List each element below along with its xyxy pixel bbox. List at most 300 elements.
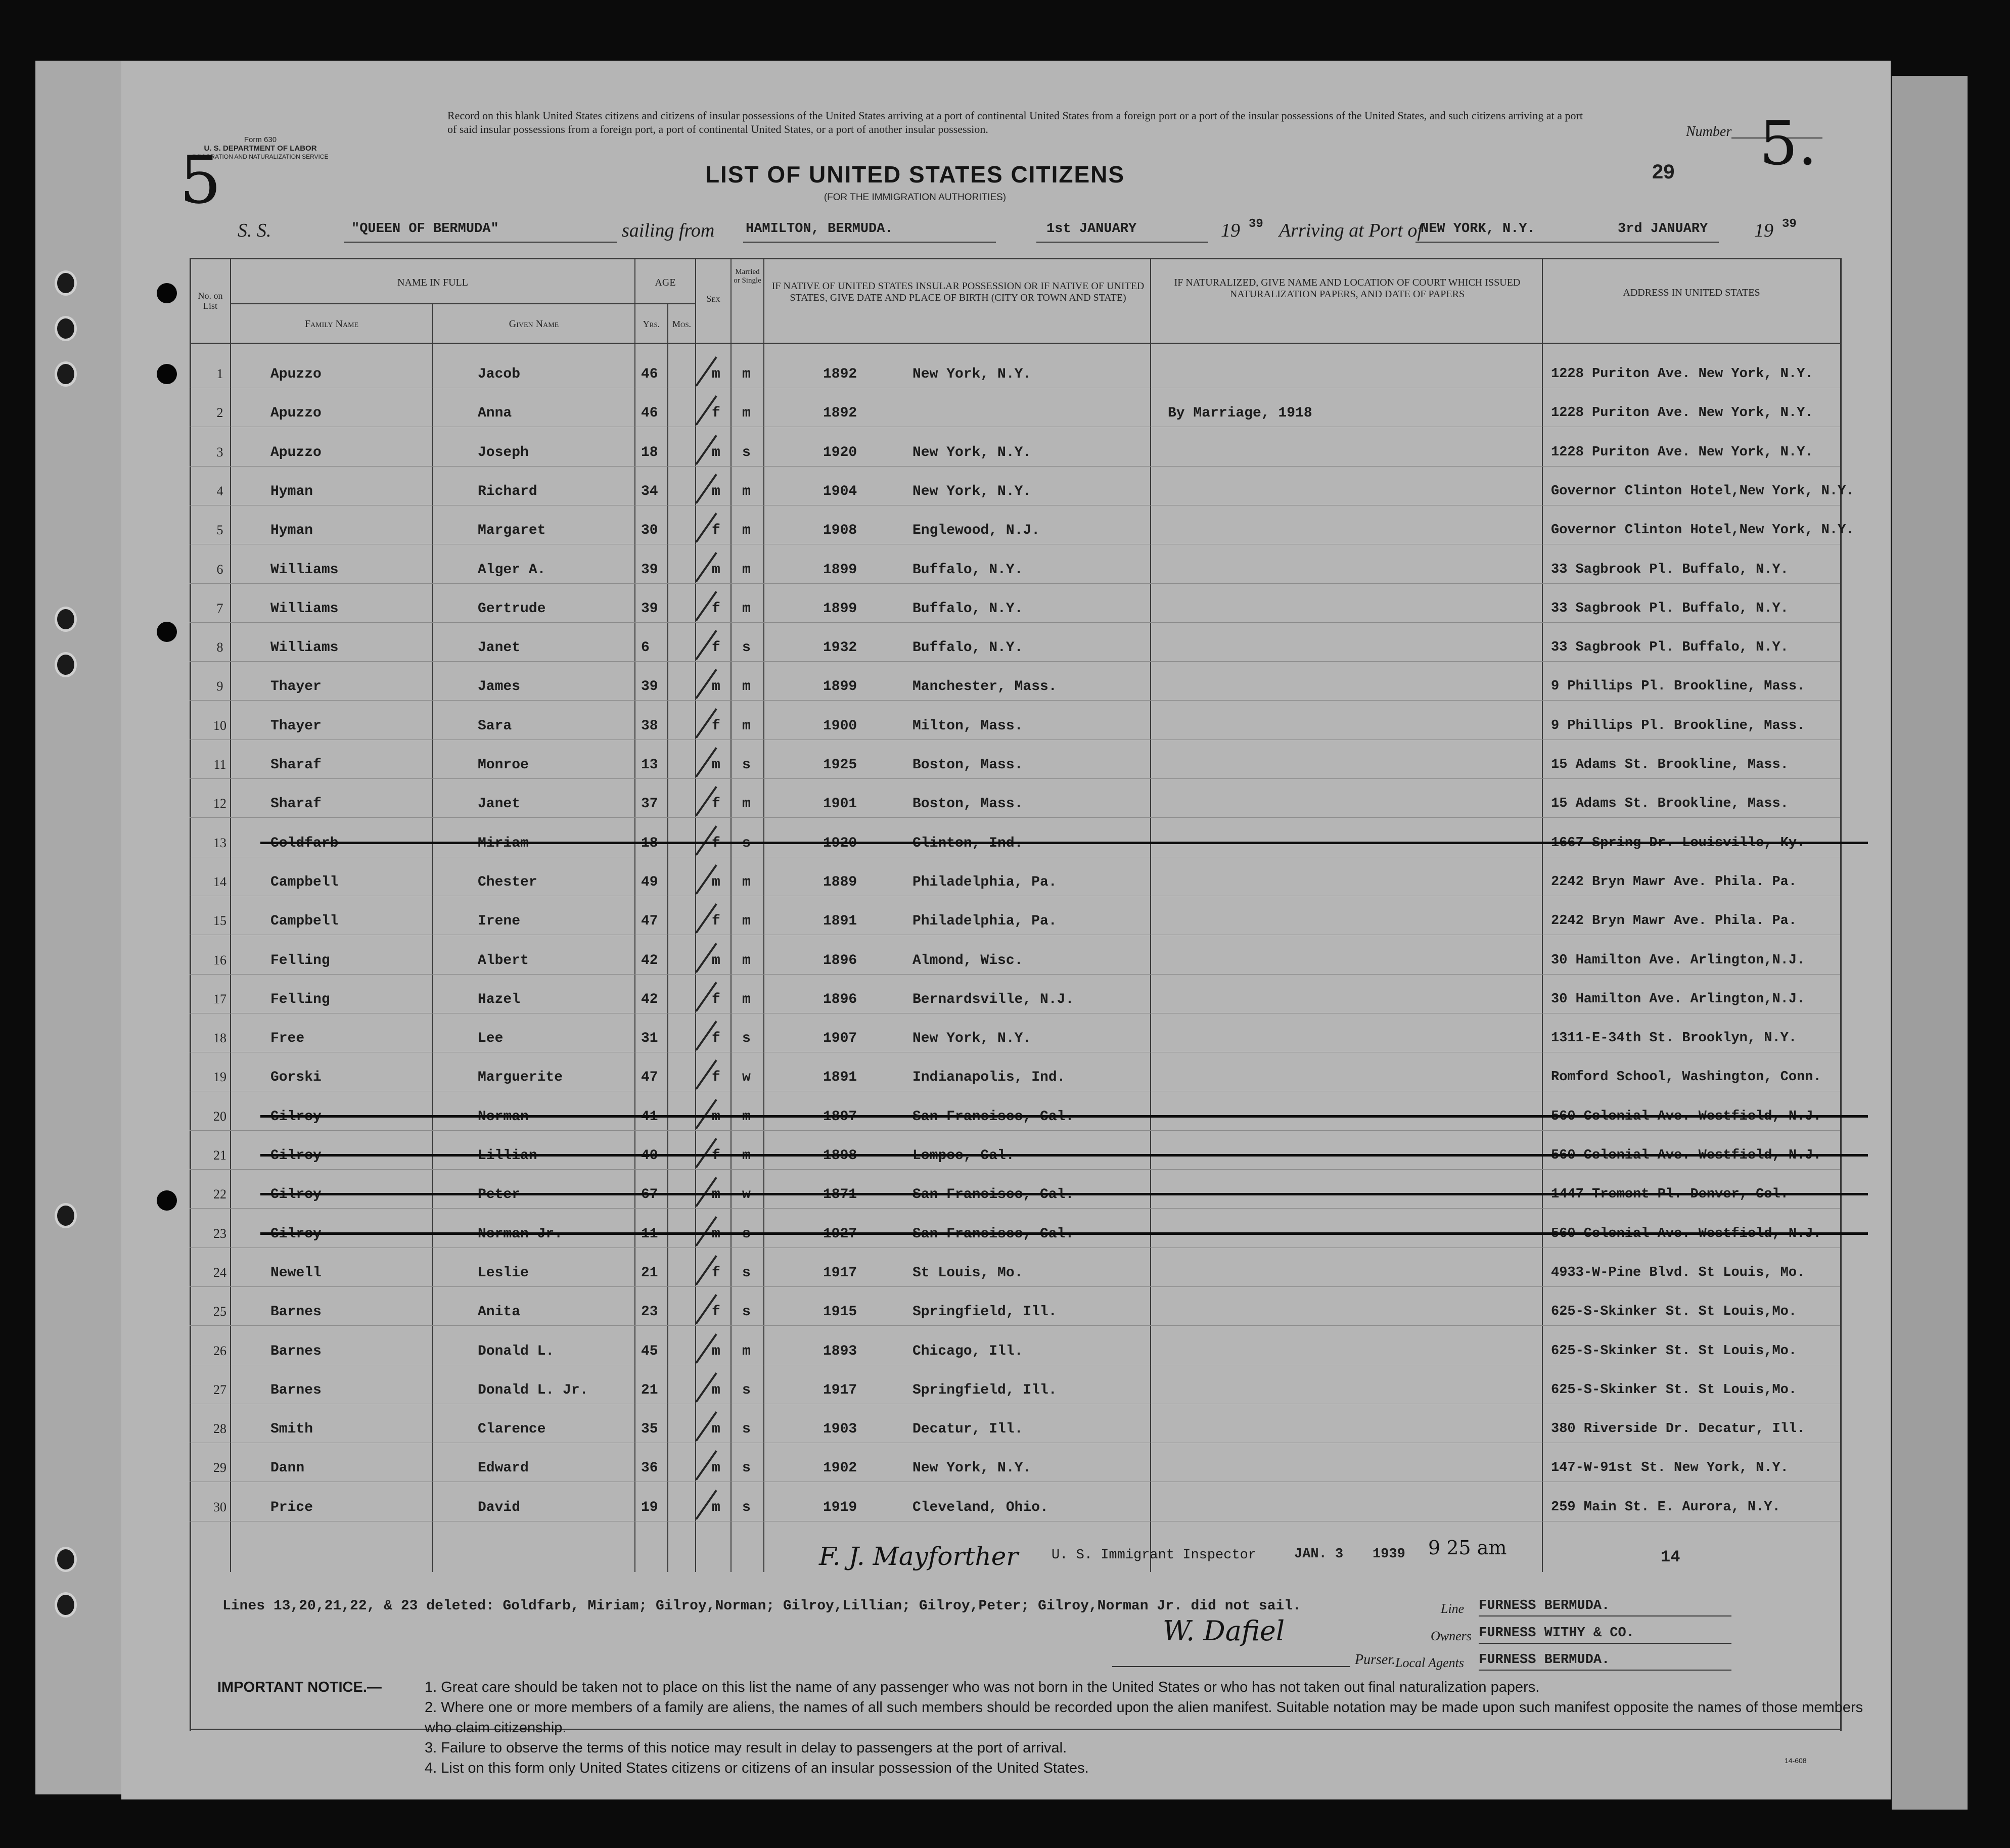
given-name: Clarence — [478, 1421, 546, 1437]
marital-status: m — [742, 1344, 751, 1359]
birth-place: Buffalo, N.Y. — [912, 601, 1023, 617]
birth-year: 1892 — [823, 405, 857, 421]
given-name: Richard — [478, 484, 537, 499]
family-name: Barnes — [270, 1304, 322, 1320]
line-value: FURNESS BERMUDA. — [1479, 1598, 1610, 1613]
intro-text: Record on this blank United States citizens and citizens of insular possessions of the United States arriving at a port of continental United States from a foreign port or a port of the insular possessions of the United States, and such citizens arriving at a port of said insular possessions from a foreign port, a port of continental United States, or a port of another insular possession. — [447, 109, 1583, 135]
age-years: 36 — [641, 1460, 658, 1476]
given-name: Irene — [478, 913, 521, 929]
family-name: Apuzzo — [270, 366, 322, 382]
age-years: 18 — [641, 445, 658, 460]
us-address: 9 Phillips Pl. Brookline, Mass. — [1551, 679, 1805, 694]
inspection-year: 1939 — [1373, 1547, 1405, 1562]
given-name: James — [478, 679, 521, 695]
sex: m — [712, 445, 720, 460]
birth-place: New York, N.Y. — [912, 445, 1032, 460]
row-number: 24 — [213, 1265, 226, 1280]
sex: m — [712, 1382, 720, 1398]
age-years: 31 — [641, 1031, 658, 1046]
row-number: 1 — [216, 366, 223, 381]
family-name: Barnes — [270, 1382, 322, 1398]
age-years: 46 — [641, 405, 658, 421]
age-years: 13 — [641, 757, 658, 773]
marital-status: m — [742, 913, 751, 929]
us-address: 15 Adams St. Brookline, Mass. — [1551, 757, 1789, 772]
form-code: 14-608 — [1785, 1757, 1807, 1765]
age-years: 47 — [641, 1070, 658, 1085]
birth-year: 1899 — [823, 601, 857, 617]
sex: f — [712, 796, 720, 812]
birth-place: Indianapolis, Ind. — [912, 1070, 1066, 1085]
notice-2: 2. Where one or more members of a family are aliens, the names of all such members should be recorded upon the alien manifest. Suitable notation may be made upon such manifest opposite the names of those members who claim citizenship. — [425, 1699, 1863, 1736]
birth-place: Philadelphia, Pa. — [912, 913, 1057, 929]
birth-place: Englewood, N.J. — [912, 523, 1040, 538]
birth-place: New York, N.Y. — [912, 366, 1032, 382]
us-address: 625-S-Skinker St. St Louis,Mo. — [1551, 1304, 1797, 1319]
table-header-border — [190, 343, 1840, 344]
number-handwritten: 5. — [1759, 109, 1817, 179]
row-divider — [190, 1286, 1840, 1287]
strike-through — [260, 1193, 1868, 1195]
birth-place: New York, N.Y. — [912, 1031, 1032, 1046]
given-name: Lee — [478, 1031, 504, 1046]
given-name: Donald L. Jr. — [478, 1382, 588, 1398]
marital-status: s — [742, 1265, 751, 1281]
sex: f — [712, 523, 720, 538]
marital-status: m — [742, 953, 751, 968]
marital-status: s — [742, 640, 751, 656]
us-address: 380 Riverside Dr. Decatur, Ill. — [1551, 1421, 1805, 1437]
strike-through — [260, 1115, 1868, 1118]
arrival-port: NEW YORK, N.Y. — [1421, 221, 1535, 237]
birth-year: 1891 — [823, 913, 857, 929]
given-name: Monroe — [478, 757, 529, 773]
col-header-given: Given Name — [509, 318, 559, 330]
row-divider — [190, 817, 1840, 818]
birth-place: Boston, Mass. — [912, 796, 1023, 812]
sex: f — [712, 1070, 720, 1085]
number-label: Number — [1686, 124, 1732, 140]
col-header-name: NAME IN FULL — [397, 277, 468, 288]
sex: f — [712, 640, 720, 656]
family-name: Felling — [270, 992, 330, 1007]
us-address: 30 Hamilton Ave. Arlington,N.J. — [1551, 953, 1805, 968]
birth-year: 1932 — [823, 640, 857, 656]
marital-status: m — [742, 601, 751, 617]
inspector-signature: F. J. Mayforther — [819, 1542, 1019, 1571]
us-address: 147-W-91st St. New York, N.Y. — [1551, 1460, 1789, 1475]
row-divider — [190, 974, 1840, 975]
family-name: Campbell — [270, 874, 339, 890]
marital-status: m — [742, 484, 751, 499]
age-years: 45 — [641, 1344, 658, 1359]
given-name: Janet — [478, 796, 521, 812]
birth-place: Almond, Wisc. — [912, 953, 1023, 968]
marital-status: s — [742, 757, 751, 773]
col-header-mos: Mos. — [672, 319, 692, 329]
given-name: Marguerite — [478, 1070, 563, 1085]
col-header-yrs: Yrs. — [643, 319, 660, 329]
marital-status: m — [742, 679, 751, 695]
family-name: Hyman — [270, 484, 313, 499]
us-address: 1311-E-34th St. Brooklyn, N.Y. — [1551, 1031, 1797, 1046]
row-divider — [190, 1325, 1840, 1326]
punch-hole — [55, 361, 77, 387]
family-name: Price — [270, 1500, 313, 1515]
line-label: Line — [1441, 1601, 1465, 1616]
number-typed: 29 — [1652, 161, 1675, 183]
sex: m — [712, 1344, 720, 1359]
us-address: 15 Adams St. Brookline, Mass. — [1551, 796, 1789, 811]
row-number: 10 — [213, 718, 226, 733]
family-name: Apuzzo — [270, 445, 322, 460]
us-address: 30 Hamilton Ave. Arlington,N.J. — [1551, 992, 1805, 1007]
row-number: 27 — [213, 1382, 226, 1397]
birth-place: St Louis, Mo. — [912, 1265, 1023, 1281]
notice-title: IMPORTANT NOTICE.— — [217, 1679, 382, 1695]
punch-hole — [55, 607, 77, 632]
us-address: Governor Clinton Hotel,New York, N.Y. — [1551, 484, 1854, 499]
year-prefix: 19 — [1754, 220, 1773, 241]
marital-status: m — [742, 562, 751, 578]
sex: m — [712, 1421, 720, 1437]
voyage-line — [238, 217, 1855, 248]
birth-year: 1920 — [823, 445, 857, 460]
col-header-naturalized: IF NATURALIZED, GIVE NAME AND LOCATION OF COURT WHICH ISSUED NATURALIZATION PAPERS, AND DATE OF PAPERS — [1174, 277, 1521, 300]
sail-year-suffix: 39 — [1249, 217, 1263, 231]
agents-value: FURNESS BERMUDA. — [1479, 1652, 1610, 1668]
sex: f — [712, 1031, 720, 1046]
row-number: 13 — [213, 836, 226, 850]
strike-through — [260, 1154, 1868, 1157]
us-address: 259 Main St. E. Aurora, N.Y. — [1551, 1500, 1780, 1515]
us-address: Romford School, Washington, Conn. — [1551, 1070, 1821, 1085]
us-address: 2242 Bryn Mawr Ave. Phila. Pa. — [1551, 874, 1797, 890]
purser-label: Purser. — [1355, 1652, 1396, 1668]
us-address: 1228 Puriton Ave. New York, N.Y. — [1551, 366, 1813, 382]
birth-year: 1899 — [823, 562, 857, 578]
birth-year: 1902 — [823, 1460, 857, 1476]
sex: m — [712, 1500, 720, 1515]
birth-place: Buffalo, N.Y. — [912, 640, 1023, 656]
marital-status: s — [742, 1382, 751, 1398]
sailing-from: HAMILTON, BERMUDA. — [746, 221, 893, 237]
given-name: Sara — [478, 718, 512, 734]
strike-through — [260, 1232, 1868, 1235]
page-mark-handwritten: 5 — [179, 142, 221, 218]
sex: m — [712, 757, 720, 773]
punch-hole — [55, 1547, 77, 1572]
age-years: 19 — [641, 1500, 658, 1515]
deleted-lines-note: Lines 13,20,21,22, & 23 deleted: Goldfarb, Miriam; Gilroy,Norman; Gilroy,Lillian; Gilroy,Peter; Gilroy,Norman Jr. did not sail. — [222, 1598, 1301, 1614]
sex: m — [712, 1460, 720, 1476]
family-name: Campbell — [270, 913, 339, 929]
row-number: 21 — [213, 1148, 226, 1163]
row-divider — [190, 583, 1840, 584]
sex: f — [712, 992, 720, 1007]
ss-label: S. S. — [238, 220, 271, 241]
family-name: Sharaf — [270, 796, 322, 812]
col-header-sex: Sex — [706, 294, 720, 304]
birth-year: 1925 — [823, 757, 857, 773]
row-number: 14 — [213, 874, 226, 889]
birth-year: 1917 — [823, 1382, 857, 1398]
form-number: Form 630 — [244, 135, 277, 144]
birth-year: 1919 — [823, 1500, 857, 1515]
row-number: 7 — [216, 601, 223, 616]
sex: f — [712, 1304, 720, 1320]
given-name: Alger A. — [478, 562, 546, 578]
marital-status: m — [742, 796, 751, 812]
row-divider — [190, 1130, 1840, 1131]
age-years: 49 — [641, 874, 658, 890]
row-divider — [190, 1169, 1840, 1170]
punch-hole — [157, 283, 177, 303]
page-subtitle: (FOR THE IMMIGRATION AUTHORITIES) — [824, 192, 1007, 203]
marital-status: m — [742, 405, 751, 421]
row-number: 12 — [213, 796, 226, 811]
birth-year: 1915 — [823, 1304, 857, 1320]
us-address: 9 Phillips Pl. Brookline, Mass. — [1551, 718, 1805, 733]
sail-date: 1st JANUARY — [1046, 221, 1137, 237]
family-name: Williams — [270, 640, 339, 656]
age-years: 6 — [641, 640, 650, 656]
marital-status: w — [742, 1070, 751, 1085]
given-name: Leslie — [478, 1265, 529, 1281]
row-number: 30 — [213, 1500, 226, 1514]
age-years: 46 — [641, 366, 658, 382]
birth-place: Bernardsville, N.J. — [912, 992, 1074, 1007]
notice-3: 3. Failure to observe the terms of this notice may result in delay to passengers at the port of arrival. — [425, 1740, 1067, 1756]
col-header-address: ADDRESS IN UNITED STATES — [1623, 287, 1760, 298]
birth-place: Buffalo, N.Y. — [912, 562, 1023, 578]
row-number: 28 — [213, 1421, 226, 1436]
col-header-no: No. on List — [198, 291, 223, 311]
sex: m — [712, 484, 720, 499]
family-name: Williams — [270, 601, 339, 617]
row-number: 9 — [216, 679, 223, 694]
owners-value: FURNESS WITHY & CO. — [1479, 1626, 1634, 1641]
notice-title-text: IMPORTANT NOTICE. — [217, 1679, 367, 1695]
sex: f — [712, 601, 720, 617]
birth-year: 1896 — [823, 992, 857, 1007]
notice-4: 4. List on this form only United States citizens or citizens of an insular possession of the United States. — [425, 1760, 1089, 1776]
family-name: Newell — [270, 1265, 322, 1281]
owners-label: Owners — [1431, 1629, 1472, 1643]
punch-hole — [157, 622, 177, 642]
given-name: Margaret — [478, 523, 546, 538]
birth-place: New York, N.Y. — [912, 1460, 1032, 1476]
family-name: Thayer — [270, 718, 322, 734]
birth-year: 1900 — [823, 718, 857, 734]
family-name: Williams — [270, 562, 339, 578]
arriving-label: Arriving at Port of — [1279, 220, 1423, 241]
strike-through — [260, 842, 1868, 844]
table-top-border — [190, 258, 1840, 259]
birth-place: Boston, Mass. — [912, 757, 1023, 773]
col-header-birth: IF NATIVE OF UNITED STATES INSULAR POSSESSION OR IF NATIVE OF UNITED STATES, GIVE DATE AND PLACE OF BIRTH (CITY OR TOWN AND STATE) — [771, 281, 1145, 303]
row-number: 16 — [213, 953, 226, 967]
age-years: 42 — [641, 992, 658, 1007]
age-years: 30 — [641, 523, 658, 538]
age-years: 37 — [641, 796, 658, 812]
page-title: LIST OF UNITED STATES CITIZENS — [705, 161, 1125, 188]
family-name: Apuzzo — [270, 405, 322, 421]
birth-year: 1893 — [823, 1344, 857, 1359]
row-number: 25 — [213, 1304, 226, 1319]
sex: f — [712, 718, 720, 734]
marital-status: s — [742, 1421, 751, 1437]
age-years: 47 — [641, 913, 658, 929]
given-name: Edward — [478, 1460, 529, 1476]
given-name: David — [478, 1500, 521, 1515]
row-divider — [190, 1208, 1840, 1209]
sex: f — [712, 1265, 720, 1281]
punch-hole — [157, 364, 177, 384]
birth-year: 1907 — [823, 1031, 857, 1046]
row-number: 19 — [213, 1070, 226, 1084]
service-name: IMMIGRATION AND NATURALIZATION SERVICE — [192, 153, 329, 160]
sex: f — [712, 405, 720, 421]
row-divider — [190, 466, 1840, 467]
us-address: 1228 Puriton Ave. New York, N.Y. — [1551, 405, 1813, 421]
us-address: 625-S-Skinker St. St Louis,Mo. — [1551, 1344, 1797, 1359]
marital-status: m — [742, 718, 751, 734]
age-years: 39 — [641, 601, 658, 617]
us-address: 1228 Puriton Ave. New York, N.Y. — [1551, 445, 1813, 460]
us-address: 33 Sagbrook Pl. Buffalo, N.Y. — [1551, 601, 1789, 616]
given-name: Chester — [478, 874, 537, 890]
us-address: 33 Sagbrook Pl. Buffalo, N.Y. — [1551, 562, 1789, 577]
birth-year: 1917 — [823, 1265, 857, 1281]
row-number: 29 — [213, 1460, 226, 1475]
row-number: 8 — [216, 640, 223, 655]
given-name: Janet — [478, 640, 521, 656]
family-name: Hyman — [270, 523, 313, 538]
sex: f — [712, 913, 720, 929]
marital-status: s — [742, 445, 751, 460]
family-name: Smith — [270, 1421, 313, 1437]
birth-year: 1901 — [823, 796, 857, 812]
birth-place: Chicago, Ill. — [912, 1344, 1023, 1359]
birth-place: Springfield, Ill. — [912, 1382, 1057, 1398]
birth-year: 1904 — [823, 484, 857, 499]
us-address: Governor Clinton Hotel,New York, N.Y. — [1551, 523, 1854, 538]
marital-status: s — [742, 1304, 751, 1320]
page-edge-right — [1892, 76, 1968, 1810]
ship-name: "QUEEN OF BERMUDA" — [351, 221, 499, 237]
family-name: Felling — [270, 953, 330, 968]
row-number: 15 — [213, 913, 226, 928]
age-years: 21 — [641, 1265, 658, 1281]
given-name: Joseph — [478, 445, 529, 460]
row-divider — [190, 622, 1840, 623]
row-number: 26 — [213, 1344, 226, 1358]
age-years: 34 — [641, 484, 658, 499]
family-name: Thayer — [270, 679, 322, 695]
given-name: Anita — [478, 1304, 521, 1320]
us-address: 33 Sagbrook Pl. Buffalo, N.Y. — [1551, 640, 1789, 655]
row-number: 18 — [213, 1031, 226, 1045]
page-edge-left — [35, 61, 121, 1794]
birth-place: Manchester, Mass. — [912, 679, 1057, 695]
year-prefix: 19 — [1221, 220, 1240, 241]
sailing-label: sailing from — [622, 220, 715, 241]
notice-1: 1. Great care should be taken not to place on this list the name of any passenger who was not born in the United States or who has not taken out final naturalization papers. — [425, 1679, 1540, 1695]
marital-status: s — [742, 1500, 751, 1515]
col-header-married: Married or Single — [734, 268, 761, 285]
row-number: 2 — [216, 405, 223, 420]
inspector-label: U. S. Immigrant Inspector — [1052, 1548, 1257, 1563]
sex: m — [712, 562, 720, 578]
age-years: 39 — [641, 562, 658, 578]
naturalization: By Marriage, 1918 — [1168, 405, 1312, 421]
birth-year: 1891 — [823, 1070, 857, 1085]
family-name: Gorski — [270, 1070, 322, 1085]
marital-status: s — [742, 1031, 751, 1046]
family-name: Free — [270, 1031, 305, 1046]
us-address: 2242 Bryn Mawr Ave. Phila. Pa. — [1551, 913, 1797, 929]
punch-hole — [55, 316, 77, 341]
family-name: Barnes — [270, 1344, 322, 1359]
marital-status: m — [742, 874, 751, 890]
arrival-date: 3rd JANUARY — [1618, 221, 1708, 237]
marital-status: m — [742, 992, 751, 1007]
birth-place: Philadelphia, Pa. — [912, 874, 1057, 890]
col-header-family: Family Name — [304, 318, 359, 330]
sex: m — [712, 953, 720, 968]
row-number: 6 — [216, 562, 223, 577]
birth-place: Cleveland, Ohio. — [912, 1500, 1048, 1515]
family-name: Dann — [270, 1460, 305, 1476]
row-number: 3 — [216, 445, 223, 459]
birth-place: Milton, Mass. — [912, 718, 1023, 734]
marital-status: s — [742, 1460, 751, 1476]
birth-place: Springfield, Ill. — [912, 1304, 1057, 1320]
row-number: 5 — [216, 523, 223, 537]
age-years: 42 — [641, 953, 658, 968]
given-name: Hazel — [478, 992, 521, 1007]
birth-year: 1908 — [823, 523, 857, 538]
given-name: Donald L. — [478, 1344, 555, 1359]
row-divider — [190, 661, 1840, 662]
given-name: Jacob — [478, 366, 521, 382]
birth-year: 1903 — [823, 1421, 857, 1437]
punch-hole — [157, 1190, 177, 1211]
punch-hole — [55, 652, 77, 677]
row-number: 17 — [213, 992, 226, 1006]
col-header-age: AGE — [655, 277, 676, 288]
us-address: 4933-W-Pine Blvd. St Louis, Mo. — [1551, 1265, 1805, 1280]
birth-year: 1889 — [823, 874, 857, 890]
marital-status: m — [742, 366, 751, 382]
marital-status: m — [742, 523, 751, 538]
agents-label: Local Agents — [1395, 1655, 1465, 1670]
given-name: Anna — [478, 405, 512, 421]
row-number: 11 — [213, 757, 226, 772]
row-divider — [190, 700, 1840, 701]
age-years: 23 — [641, 1304, 658, 1320]
row-number: 22 — [213, 1187, 226, 1202]
sex: m — [712, 366, 720, 382]
row-number: 23 — [213, 1226, 226, 1241]
us-address: 625-S-Skinker St. St Louis,Mo. — [1551, 1382, 1797, 1398]
sex: m — [712, 874, 720, 890]
inspection-time: 9 25 am — [1428, 1537, 1507, 1559]
age-years: 38 — [641, 718, 658, 734]
age-years: 21 — [641, 1382, 658, 1398]
given-name: Gertrude — [478, 601, 546, 617]
